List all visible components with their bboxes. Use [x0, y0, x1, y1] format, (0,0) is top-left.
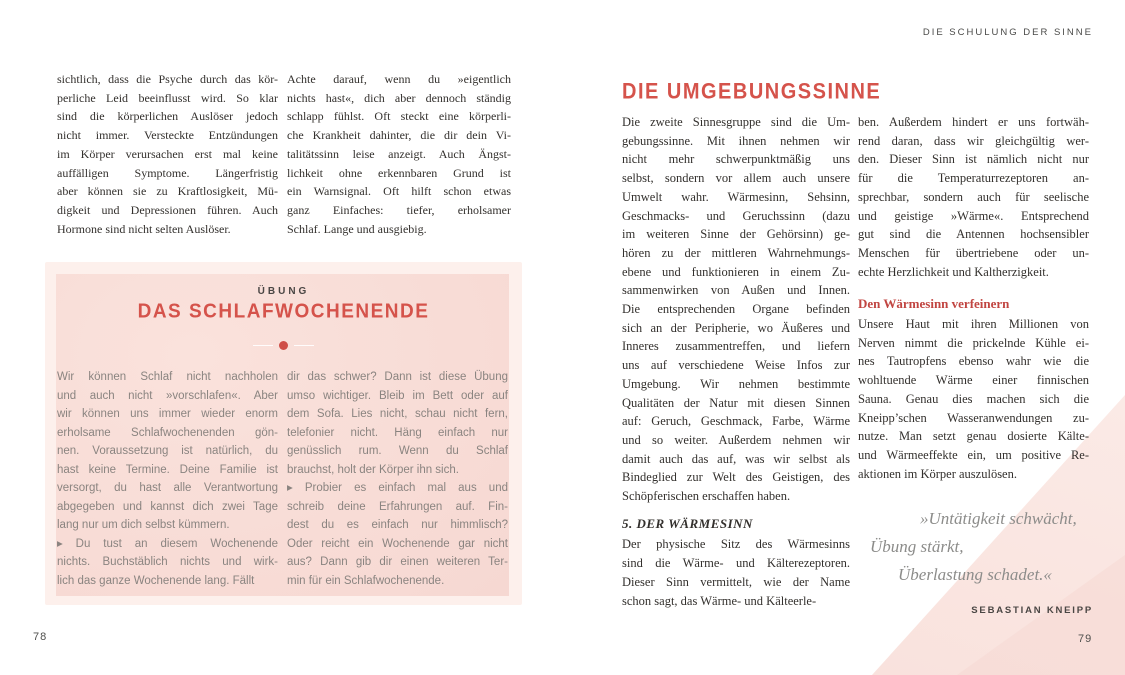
- left-page-column-1: [57, 70, 278, 238]
- text-line: ein Warnsignal. Oft hilft schon etwas: [287, 184, 511, 199]
- text-line: uns auf verschiedene Weise Infos zur: [622, 358, 850, 373]
- quote-line-3: Überlastung schadet.«: [898, 565, 1052, 584]
- exercise-title: DAS SCHLAFWOCHENENDE: [137, 300, 430, 323]
- text-line: Nerven nimmt die prickelnde Kühle ei-: [858, 335, 1089, 350]
- text-line: gut sind die Antennen hochsensibler: [858, 227, 1089, 242]
- text-line: wir können uns immer wieder enorm: [57, 408, 278, 420]
- text-line: auf: Geruch, Geschmack, Farbe, Wärme: [622, 414, 850, 429]
- text-line: aktionen im Körper auszulösen.: [858, 466, 1017, 481]
- text-line: nicht immer. Versteckte Entzündungen: [57, 128, 278, 143]
- text-line: dem Sofa. Lies nicht, schau nicht fern,: [287, 408, 508, 420]
- text-line: Kneipp’schen Wasseranwendungen zu-: [858, 410, 1089, 425]
- divider-line-right: [294, 345, 314, 346]
- text-line: Umwelt wahr. Wärmesinn, Sehsinn,: [622, 189, 850, 204]
- text-line: echte Herzlichkeit und Kaltherzigkeit.: [858, 264, 1049, 279]
- text-line: für die Temperaturrezeptoren an-: [858, 171, 1089, 186]
- text-line: im weiteren Sinne der Gehörsinn) ge-: [622, 227, 850, 242]
- text-line: den. Dieser Sinn ist nämlich nicht nur: [858, 152, 1089, 167]
- umgebungssinne-paragraph: [622, 113, 850, 506]
- text-line: Unsere Haut mit ihren Millionen von: [858, 317, 1089, 332]
- text-line: Bindeglied zur Welt des Geistigen, des: [622, 470, 850, 485]
- text-line: nichts hast«, dich aber dennoch ständig: [287, 90, 511, 105]
- text-line: aus? Dann gib dir einen weiteren Ter-: [287, 556, 508, 568]
- text-line: digkeit und Depressionen führen. Auch: [57, 202, 278, 217]
- text-line: aber können sie zu Kraftlosigkeit, Mü-: [57, 184, 278, 199]
- text-line: Schöpferischen erschaffen haben.: [622, 489, 791, 504]
- text-line: nutze. Man setzt genau dosierte Kälte-: [858, 429, 1089, 444]
- text-line: und so weiter. Außerdem nehmen wir: [622, 432, 850, 447]
- text-line: Schlaf. Lange und ausgiebig.: [287, 221, 427, 236]
- text-line: rend daran, dass wir gleichgültig wer-: [858, 133, 1089, 148]
- verfeinern-paragraph: [858, 315, 1089, 483]
- text-line: Inneres zusammentreffen, und liefern: [622, 339, 850, 354]
- left-page-column-2: [287, 70, 511, 238]
- text-line: und Wärmeeffekte ein, um positive Re-: [858, 447, 1089, 462]
- text-line: Sauna. Genau dies machen sich die: [858, 391, 1089, 406]
- text-line: Dieser Sinn vermittelt, wie der Name: [622, 574, 850, 589]
- text-line: talitätssinn leise anzeigt. Auch Ängst-: [287, 146, 511, 161]
- exercise-box-column-2: [287, 368, 508, 590]
- text-line: dest du es einfach nur himmlisch?: [287, 519, 508, 531]
- text-line: Der physische Sitz des Wärmesinns: [622, 537, 850, 552]
- page-number-right: 79: [1078, 633, 1093, 645]
- section-heading-waermesinn: 5. DER WÄRMESINN: [622, 515, 753, 531]
- text-line: und auch nicht »vorschlafen«. Aber: [57, 389, 278, 402]
- text-line: damit auch das auf, was wir selbst als: [622, 451, 850, 466]
- text-line: brauchst, holt der Körper ihn sich.: [287, 463, 459, 476]
- text-line: Geschmacks- und Geruchssinn (dazu: [622, 208, 850, 223]
- text-line: ganz Einfaches: tiefer, erholsamer: [287, 202, 511, 217]
- text-line: nicht mehr schwerpunktmäßig uns: [622, 152, 850, 167]
- text-line: umso wichtiger. Bleib im Bett oder auf: [287, 389, 508, 402]
- text-line: ▸ Probier es einfach mal aus und: [287, 482, 508, 494]
- text-line: sich an der Peripherie, wo Äußeres und: [622, 320, 850, 335]
- text-line: versorgt, du hast alle Verantwortung: [57, 482, 278, 494]
- text-line: min für ein Schlafwochenende.: [287, 574, 445, 587]
- text-line: ben. Außerdem hindert er uns fortwäh-: [858, 115, 1089, 129]
- text-line: sammenwirken von Außen und Innen.: [622, 283, 850, 298]
- text-line: Achte darauf, wenn du »eigentlich: [287, 72, 511, 86]
- divider-ornament: [45, 340, 522, 350]
- text-line: nen. Voraussetzung ist natürlich, du: [57, 445, 278, 457]
- text-line: telefonier nicht. Häng einfach nur: [287, 426, 508, 439]
- text-line: sprechbar, sondern auch für seelische: [858, 189, 1089, 204]
- text-line: hören zu der mittleren Wahrnehmungs-: [622, 245, 850, 260]
- right-page-column-2: [858, 113, 1089, 483]
- quote-attribution: SEBASTIAN KNEIPP: [971, 605, 1093, 616]
- divider-line-left: [253, 345, 273, 346]
- text-line: nichts. Buchstäblich nichts und wirk-: [57, 556, 278, 568]
- exercise-kicker: ÜBUNG: [257, 286, 310, 297]
- right-page-column-1: [622, 113, 850, 610]
- text-line: perliche Leid beeinflusst wird. So klar: [57, 90, 278, 105]
- text-line: ebene und funktionieren in einem Zu-: [622, 264, 850, 279]
- text-line: lichkeit ohne erkennbaren Grund ist: [287, 165, 511, 180]
- text-line: wohltuende Wärme einer finnischen: [858, 373, 1089, 388]
- text-line: sind die körperlichen Auslöser jedoch: [57, 109, 278, 124]
- dot-icon: [279, 341, 288, 350]
- text-line: Menschen für übertriebene oder un-: [858, 245, 1089, 260]
- pull-quote: [858, 505, 1093, 625]
- exercise-box-column-1: [57, 368, 278, 590]
- waermesinn-paragraph: [622, 535, 850, 610]
- text-line: lang nur um dich selbst kümmern.: [57, 519, 230, 531]
- text-line: Umgebung. Wir nehmen bestimmte: [622, 376, 850, 391]
- text-line: sichtlich, dass die Psyche durch das kör-: [57, 72, 278, 86]
- waermesinn-continuation-paragraph: [858, 113, 1089, 281]
- text-line: nes Tautropfens ebenso wahr wie die: [858, 354, 1089, 369]
- text-line: schreib deine Erfahrungen auf. Fin-: [287, 500, 508, 513]
- text-line: schlapp fühlst. Oft steckt eine körperli-: [287, 109, 511, 124]
- text-line: ▸ Du tust an diesem Wochenende: [57, 537, 278, 550]
- text-line: Qualitäten der Natur mit diesen Sinnen: [622, 395, 850, 410]
- quote-line-2: Übung stärkt,: [870, 537, 964, 556]
- text-line: Die entsprechenden Organe befinden: [622, 302, 850, 317]
- text-line: che Krankheit dahinter, die dir dein Vi-: [287, 128, 511, 143]
- text-line: auffälligen Symptome. Längerfristig: [57, 165, 278, 180]
- page-number-left: 78: [33, 631, 48, 643]
- text-line: erholsame Schlafwochenenden gön-: [57, 426, 278, 439]
- subheading-waermesinn-verfeinern: Den Wärmesinn verfeinern: [858, 296, 1010, 312]
- text-line: hast keine Termine. Deine Familie ist: [57, 463, 278, 476]
- text-line: und geistige »Wärme«. Entsprechend: [858, 208, 1089, 223]
- text-line: schon sagt, das Wärme- und Kälteerle-: [622, 593, 817, 608]
- text-line: genüsslich rum. Wenn du Schlaf: [287, 445, 508, 457]
- running-header: DIE SCHULUNG DER SINNE: [922, 27, 1093, 38]
- text-line: Oder reicht ein Wochenende gar nicht: [287, 537, 508, 550]
- text-line: Wir können Schlaf nicht nachholen: [57, 371, 278, 383]
- text-line: sind die Wärme- und Kälterezeptoren.: [622, 556, 850, 571]
- text-line: selbst, sondern vor allem auch unsere: [622, 171, 850, 186]
- text-line: Die zweite Sinnesgruppe sind die Um-: [622, 115, 850, 129]
- chapter-title: DIE UMGEBUNGSSINNE: [622, 80, 882, 105]
- text-line: Hormone sind nicht selten Auslöser.: [57, 221, 231, 236]
- text-line: abgegeben und kannst dich zwei Tage: [57, 500, 278, 513]
- text-line: im Körper verursachen erst mal keine: [57, 146, 278, 161]
- text-line: dir das schwer? Dann ist diese Übung: [287, 371, 508, 383]
- quote-line-1: »Untätigkeit schwächt,: [920, 509, 1077, 528]
- text-line: gebungssinne. Mit ihnen nehmen wir: [622, 133, 850, 148]
- text-line: lich das ganze Wochenende lang. Fällt: [57, 574, 255, 587]
